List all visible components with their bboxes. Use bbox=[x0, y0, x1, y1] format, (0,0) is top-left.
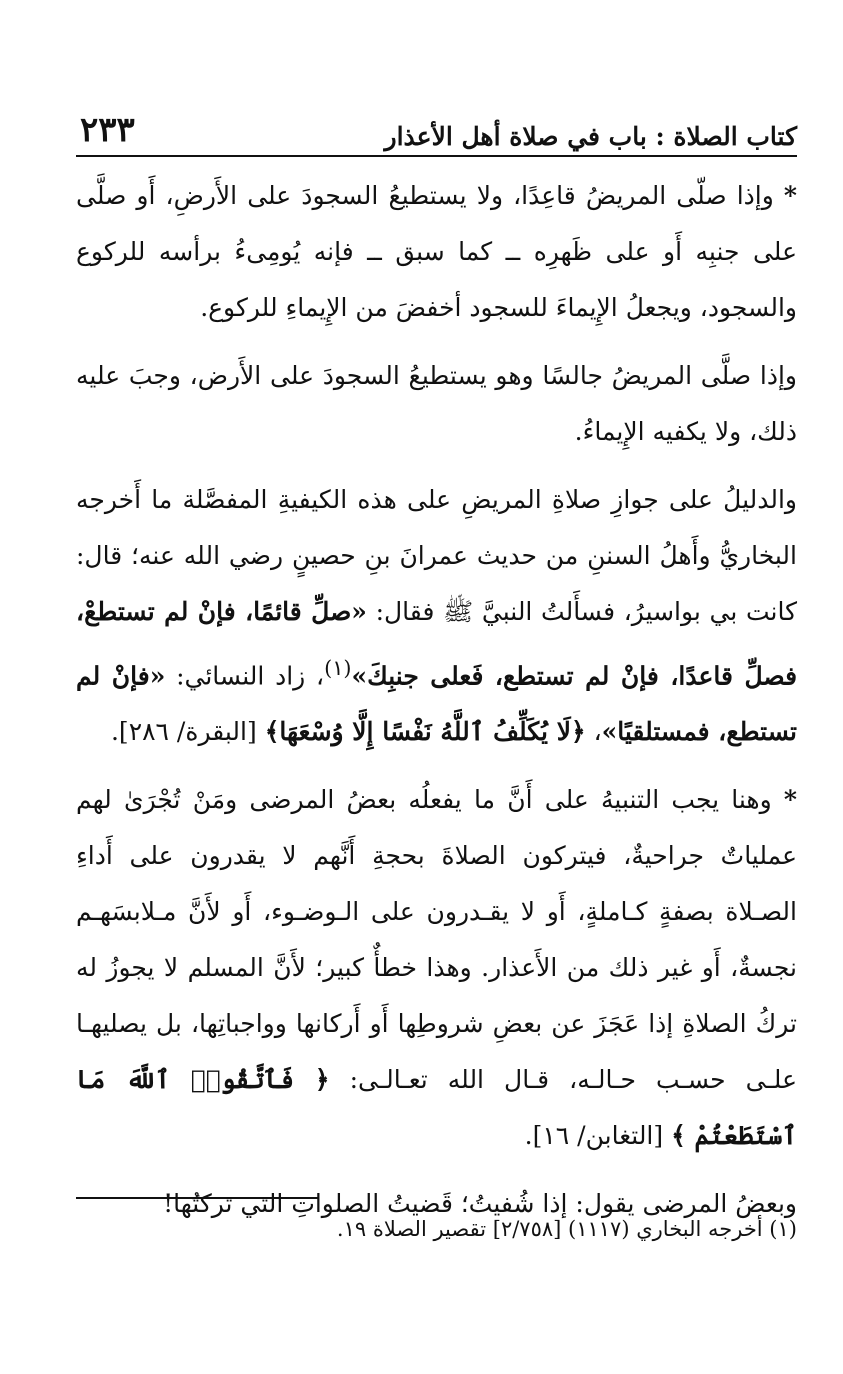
page-number: ٢٣٣ bbox=[80, 110, 135, 150]
body-text bbox=[76, 168, 797, 1232]
quran-verse: ﴿ فَٱتَّقُوا۟ ٱللَّهَ مَا ٱسْتَطَعْتُمْ ﴾ bbox=[76, 1065, 797, 1151]
paragraph-text: وإذا صلَّى المريضُ جالسًا وهو يستطيعُ السجودَ على الأَرض، وجبَ عليه ذلك، ولا يكفيه الإِيماءُ. bbox=[76, 361, 797, 446]
paragraph-text: والدليلُ على جوازِ صلاةِ المريضِ على هذه الكيفيةِ المفصَّلة ما أَخرجه البخاريُّ وأَهلُ السننِ من حديث عمرانَ بنِ حصينٍ رضي الله عنه؛ قال: كانت بي بواسيرُ، فسأَلتُ النبيَّ ﷺ فقال: bbox=[76, 485, 797, 626]
footnote-marker[interactable]: (١) bbox=[324, 656, 352, 680]
paragraph-3 bbox=[76, 472, 797, 760]
footnote: (١) أخرجه البخاري (١١١٧) [٢/٧٥٨] تقصير الصلاة ١٩. bbox=[336, 1217, 797, 1241]
page-header bbox=[76, 108, 797, 156]
addition-intro: ، زاد النسائي: bbox=[176, 661, 325, 691]
paragraph-text: وبعضُ المرضى يقول: إذا شُفيتُ؛ قَضيتُ الصلواتِ التي تركتُها! bbox=[163, 1189, 797, 1219]
chapter-title: كتاب الصلاة : باب في صلاة أهل الأعذار bbox=[384, 122, 797, 151]
star-bullet: * bbox=[783, 181, 797, 210]
paragraph-4 bbox=[76, 772, 797, 1164]
star-bullet: * bbox=[783, 785, 797, 815]
paragraph-text: وهنا يجب التنبيهُ على أَنَّ ما يفعلُه بعضُ المرضى ومَنْ تُجْرَىٰ لهم عملياتٌ جراحيةٌ، فيتركون الصلاةَ بحجةِ أَنَّهم لا يقدرون على أَداءِ الصـلاة بصفةٍ كـاملةٍ، أَو لا يقـدرون على الـوضـوء، أَو لأَنَّ مـلابسَهـم نجسةٌ، أَو غير ذلك من الأَعذار. وهذا خطأٌ كبير؛ لأَنَّ المسلم لا يجوزُ له تركُ الصلاةِ إذا عَجَزَ عن بعضِ شروطِها أَو أَركانها وواجباتِها، بل يصليهـا علـى حسـب حـالـه، قـال الله تعـالـى: bbox=[76, 785, 798, 1095]
separator: ، bbox=[593, 717, 602, 747]
footnote-rule bbox=[76, 1197, 318, 1199]
header-rule bbox=[76, 155, 797, 157]
verse-reference: [التغابن/ ١٦]. bbox=[524, 1121, 664, 1151]
hadith-quote: «صلِّ قائمًا، فإنْ لم تستطعْ، فصلِّ قاعدًا، فإنْ لم تستطع، فَعلى جنبِكَ» bbox=[76, 597, 798, 691]
quran-verse: ﴿لَا يُكَلِّفُ ٱللَّهُ نَفْسًا إِلَّا وُسْعَهَا﴾ bbox=[264, 717, 586, 747]
book-page bbox=[76, 0, 797, 1374]
verse-reference: [البقرة/ ٢٨٦]. bbox=[110, 717, 257, 747]
paragraph-text: وإذا صلّى المريضُ قاعِدًا، ولا يستطيعُ السجودَ على الأَرضِ، أَو صلَّى على جنبِه أَو على ظَهرِه ــ كما سبق ــ فإنه يُومِىءُ برأسه للركوع والسجود، ويجعلُ الإِيماءَ للسجود أخفضَ من الإِيماءِ للركوع. bbox=[76, 181, 797, 322]
paragraph-2 bbox=[76, 348, 797, 460]
hadith-addition: «فإنْ لم تستطع، فمستلقيًا» bbox=[76, 661, 797, 747]
paragraph-1 bbox=[76, 168, 797, 336]
